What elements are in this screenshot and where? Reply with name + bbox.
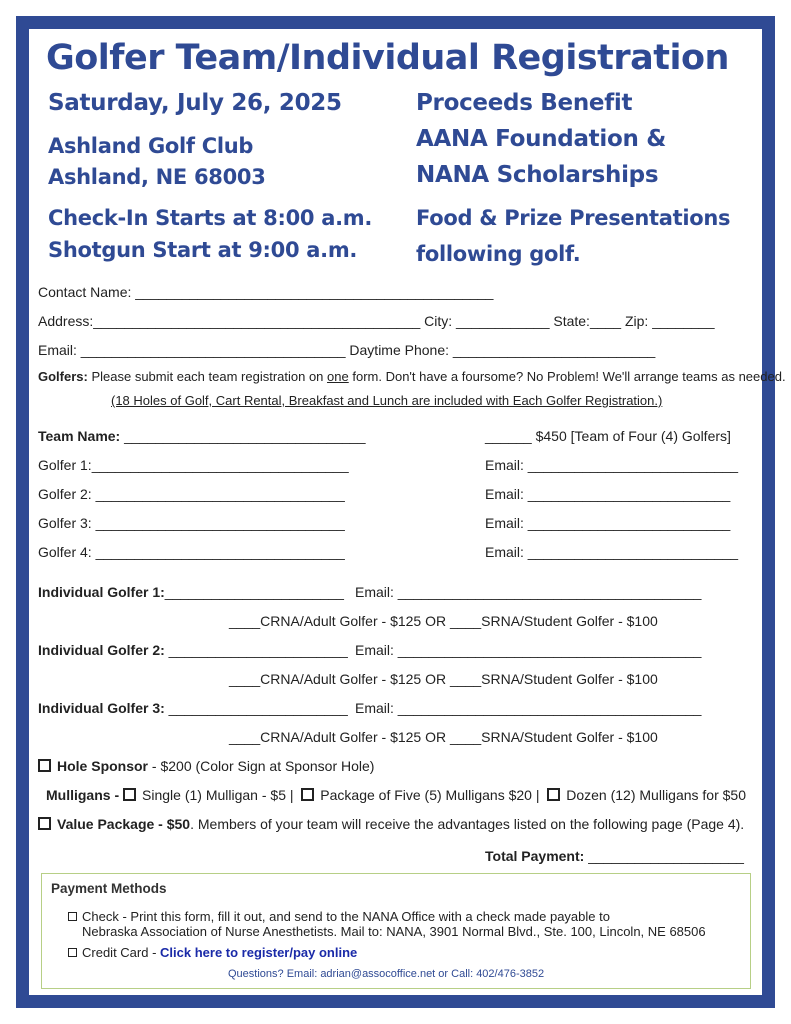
value-package-checkbox[interactable] — [38, 817, 51, 830]
golfers-note-text-2: form. Don't have a foursome? No Problem! We'll arrange teams as needed. — [348, 369, 786, 384]
proceeds-line-1: Proceeds Benefit — [416, 90, 633, 116]
email-phone-field[interactable]: Email: __________________________________ Daytime Phone: __________________________ — [38, 342, 656, 358]
team-name-field[interactable] — [38, 428, 365, 444]
contact-name-field[interactable]: Contact Name: ______________________________________________ — [38, 284, 494, 300]
team-golfer-2-field[interactable]: Golfer 2: ________________________________ — [38, 486, 345, 502]
individual-golfer-1-email[interactable]: Email: _______________________________________ — [355, 584, 702, 600]
team-golfer-3-field[interactable]: Golfer 3: ________________________________ — [38, 515, 345, 531]
five-mulligans-label: Package of Five (5) Mulligans $20 | — [320, 787, 540, 803]
individual-golfer-2-options[interactable]: ____CRNA/Adult Golfer - $125 OR ____SRNA/Student Golfer - $100 — [229, 671, 658, 687]
team-golfer-4-field[interactable]: Golfer 4: ________________________________ — [38, 544, 345, 560]
golfers-note-label: Golfers: — [38, 369, 88, 384]
questions-contact: Questions? Email: adrian@assocoffice.net or Call: 402/476-3852 — [228, 968, 545, 980]
proceeds-line-3: NANA Scholarships — [416, 162, 659, 188]
five-mulligans-checkbox[interactable] — [301, 788, 314, 801]
venue-name: Ashland Golf Club — [48, 134, 254, 158]
checkin-time: Check-In Starts at 8:00 a.m. — [48, 206, 373, 230]
individual-golfer-3-field[interactable] — [38, 700, 348, 716]
team-name-label: Team Name: — [38, 428, 121, 444]
team-golfer-4-email[interactable]: Email: ___________________________ — [485, 544, 739, 560]
check-option[interactable] — [68, 909, 610, 924]
check-line-2: Nebraska Association of Nurse Anesthetists. Mail to: NANA, 3901 Normal Blvd., Ste. 100, Lincoln, NE 68506 — [82, 924, 706, 939]
check-line-1: Check - Print this form, fill it out, and send to the NANA Office with a check made payable to — [82, 909, 610, 924]
total-payment-line: ____________________ — [584, 848, 744, 864]
golfers-note-one: one — [327, 369, 349, 384]
individual-golfer-3-email[interactable]: Email: _______________________________________ — [355, 700, 702, 716]
individual-golfer-2-field[interactable] — [38, 642, 348, 658]
check-checkbox[interactable] — [68, 912, 77, 921]
hole-sponsor-label: Hole Sponsor — [57, 758, 149, 774]
value-package-option[interactable] — [38, 816, 744, 832]
team-golfer-2-email[interactable]: Email: __________________________ — [485, 486, 731, 502]
proceeds-line-2: AANA Foundation & — [416, 126, 666, 152]
mulligans-options — [46, 787, 746, 803]
total-payment-label: Total Payment: — [485, 848, 585, 864]
team-name-line: _______________________________ — [120, 428, 366, 444]
individual-golfer-3-line: _______________________ — [164, 700, 348, 716]
event-date: Saturday, July 26, 2025 — [48, 90, 342, 116]
hole-sponsor-option[interactable] — [38, 758, 374, 774]
individual-golfer-1-label: Individual Golfer 1: — [38, 584, 165, 600]
value-package-text: . Members of your team will receive the advantages listed on the following page (Page 4). — [190, 816, 745, 832]
page-title: Golfer Team/Individual Registration — [46, 38, 729, 78]
food-presentations-line-2: following golf. — [416, 242, 581, 266]
individual-golfer-3-label: Individual Golfer 3: — [38, 700, 165, 716]
payment-methods-title: Payment Methods — [51, 881, 167, 896]
single-mulligan-label: Single (1) Mulligan - $5 | — [142, 787, 294, 803]
dozen-mulligans-label: Dozen (12) Mulligans for $50 — [566, 787, 747, 803]
golfers-note-text-1: Please submit each team registration on — [87, 369, 328, 384]
address-field[interactable]: Address:__________________________________________ City: ____________ State:____ Zip: ________ — [38, 313, 715, 329]
credit-card-option[interactable] — [68, 945, 357, 960]
team-golfer-1-field[interactable]: Golfer 1:_________________________________ — [38, 457, 349, 473]
venue-address: Ashland, NE 68003 — [48, 165, 266, 189]
individual-golfer-2-label: Individual Golfer 2: — [38, 642, 165, 658]
individual-golfer-3-options[interactable]: ____CRNA/Adult Golfer - $125 OR ____SRNA/Student Golfer - $100 — [229, 729, 658, 745]
shotgun-time: Shotgun Start at 9:00 a.m. — [48, 238, 358, 262]
credit-card-checkbox[interactable] — [68, 948, 77, 957]
register-pay-online-link[interactable]: Click here to register/pay online — [160, 945, 358, 960]
food-presentations-line-1: Food & Prize Presentations — [416, 206, 731, 230]
dozen-mulligans-checkbox[interactable] — [547, 788, 560, 801]
team-golfer-3-email[interactable]: Email: __________________________ — [485, 515, 731, 531]
golfers-note — [38, 369, 786, 384]
individual-golfer-1-options[interactable]: ____CRNA/Adult Golfer - $125 OR ____SRNA/Student Golfer - $100 — [229, 613, 658, 629]
credit-card-label: Credit Card - — [82, 945, 161, 960]
total-payment-field[interactable] — [485, 848, 744, 864]
team-golfer-1-email[interactable]: Email: ___________________________ — [485, 457, 739, 473]
hole-sponsor-checkbox[interactable] — [38, 759, 51, 772]
hole-sponsor-text: - $200 (Color Sign at Sponsor Hole) — [148, 758, 375, 774]
value-package-label: Value Package - $50 — [57, 816, 191, 832]
mulligans-label: Mulligans - — [46, 787, 120, 803]
individual-golfer-1-field[interactable] — [38, 584, 344, 600]
included-note: (18 Holes of Golf, Cart Rental, Breakfast and Lunch are included with Each Golfer Registration.) — [111, 393, 663, 408]
individual-golfer-1-line: _______________________ — [164, 584, 344, 600]
individual-golfer-2-line: _______________________ — [164, 642, 348, 658]
single-mulligan-checkbox[interactable] — [123, 788, 136, 801]
individual-golfer-2-email[interactable]: Email: _______________________________________ — [355, 642, 702, 658]
team-price[interactable]: ______ $450 [Team of Four (4) Golfers] — [485, 428, 731, 444]
